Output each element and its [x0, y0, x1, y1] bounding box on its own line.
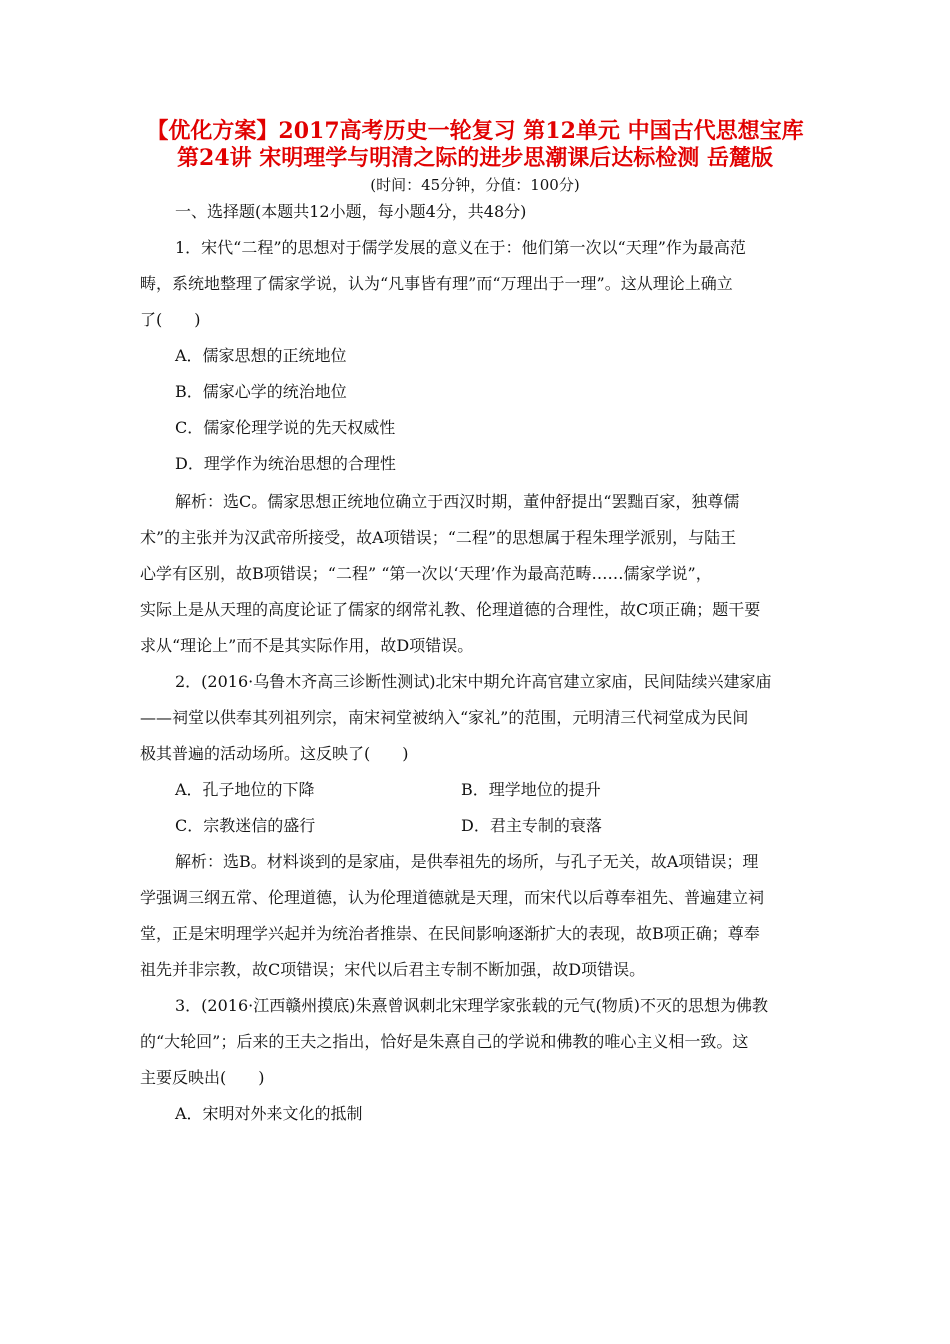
q2-option-a: A．孔子地位的下降	[175, 780, 315, 799]
q2-option-d: D．君主专制的衰落	[461, 816, 602, 835]
q2-option-c: C．宗教迷信的盛行	[175, 816, 316, 835]
q1-option-d: D．理学作为统治思想的合理性	[175, 454, 396, 473]
q1-stem-line2: 畴，系统地整理了儒家学说，认为“凡事皆有理”而“万理出于一理”。这从理论上确立	[140, 274, 733, 293]
q1-analysis-line4: 实际上是从天理的高度论证了儒家的纲常礼教、伦理道德的合理性，故C项正确；题干要	[140, 600, 761, 619]
q2-option-b: B．理学地位的提升	[461, 780, 601, 799]
q1-option-c: C．儒家伦理学说的先天权威性	[175, 418, 396, 437]
q1-option-a: A．儒家思想的正统地位	[175, 346, 347, 365]
q2-stem-line3: 极其普遍的活动场所。这反映了( )	[140, 744, 409, 763]
q3-option-a: A．宋明对外来文化的抵制	[175, 1104, 363, 1123]
document-title-line2: 第24讲 宋明理学与明清之际的进步思潮课后达标检测 岳麓版	[177, 145, 773, 171]
q1-stem-line3: 了( )	[140, 310, 201, 329]
section-heading: 一、选择题(本题共12小题，每小题4分，共48分)	[175, 202, 527, 221]
q1-analysis-line2: 术”的主张并为汉武帝所接受，故A项错误；“二程”的思想属于程朱理学派别，与陆王	[140, 528, 737, 547]
q2-analysis-line2: 学强调三纲五常、伦理道德，认为伦理道德就是天理，而宋代以后尊奉祖先、普遍建立祠	[140, 888, 765, 907]
q2-analysis-line4: 祖先并非宗教，故C项错误；宋代以后君主专制不断加强，故D项错误。	[140, 960, 646, 979]
q1-option-b: B．儒家心学的统治地位	[175, 382, 347, 401]
q3-stem-line3: 主要反映出( )	[140, 1068, 265, 1087]
q2-stem-line2: ——祠堂以供奉其列祖列宗，南宋祠堂被纳入“家礼”的范围，元明清三代祠堂成为民间	[140, 708, 749, 727]
q2-analysis-line3: 堂，正是宋明理学兴起并为统治者推崇、在民间影响逐渐扩大的表现，故B项正确；尊奉	[140, 924, 760, 943]
document-title-line1: 【优化方案】2017高考历史一轮复习 第12单元 中国古代思想宝库	[146, 118, 804, 144]
q2-stem-line1: 2．(2016·乌鲁木齐高三诊断性测试)北宋中期允许高官建立家庙，民间陆续兴建家庙	[175, 672, 772, 691]
q3-stem-line2: 的“大轮回”；后来的王夫之指出，恰好是朱熹自己的学说和佛教的唯心主义相一致。这	[140, 1032, 749, 1051]
q3-stem-line1: 3．(2016·江西赣州摸底)朱熹曾讽刺北宋理学家张载的元气(物质)不灭的思想为佛教	[175, 996, 768, 1015]
time-score-info: (时间：45分钟，分值：100分)	[370, 176, 580, 194]
q2-analysis-line1: 解析：选B。材料谈到的是家庙，是供奉祖先的场所，与孔子无关，故A项错误；理	[175, 852, 759, 871]
q1-analysis-line3: 心学有区别，故B项错误；“二程” “第一次以‘天理’作为最高范畴……儒家学说”，	[140, 564, 712, 583]
q1-stem-line1: 1．宋代“二程”的思想对于儒学发展的意义在于：他们第一次以“天理”作为最高范	[175, 238, 746, 257]
q1-analysis-line1: 解析：选C。儒家思想正统地位确立于西汉时期，董仲舒提出“罢黜百家，独尊儒	[175, 492, 740, 511]
q1-analysis-line5: 求从“理论上”而不是其实际作用，故D项错误。	[140, 636, 474, 655]
